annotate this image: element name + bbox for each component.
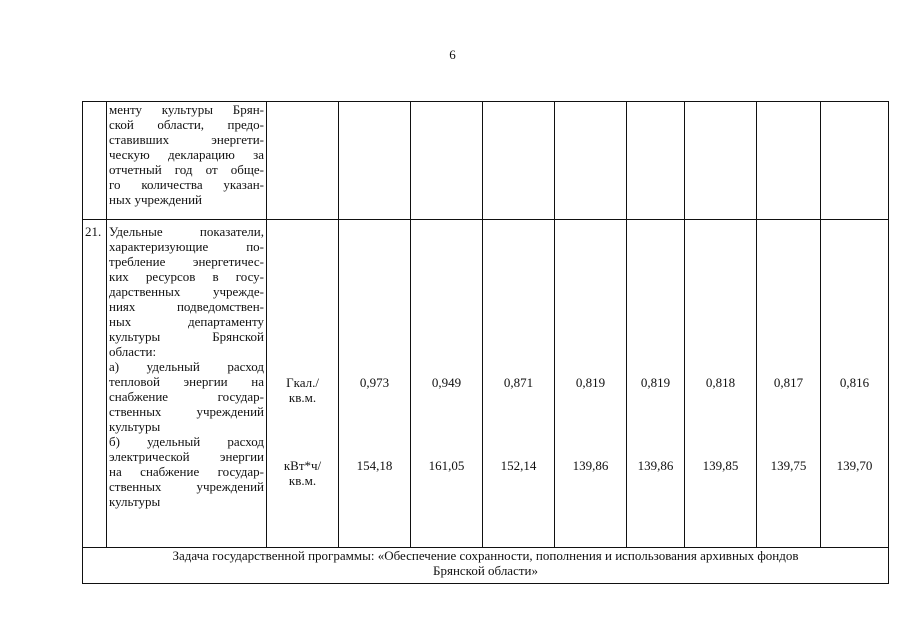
value-cell <box>339 102 411 220</box>
value-cell <box>339 220 411 548</box>
value-electric: 139,70 <box>836 458 873 473</box>
description-line: характеризующие по- <box>109 239 264 254</box>
table-row-21 <box>83 220 889 548</box>
value-cell <box>483 102 555 220</box>
item-b-line: б) удельный расход <box>109 434 264 449</box>
value-electric: 154,18 <box>356 458 393 473</box>
description-line: ных учреждений <box>109 192 202 207</box>
description-line: требление энергетичес- <box>109 254 264 269</box>
item-a-line: ственных учреждений <box>109 404 264 419</box>
item-a-line: снабжение государ- <box>109 389 264 404</box>
row-number-cell <box>83 102 107 220</box>
item-a-line: тепловой энергии на <box>109 374 264 389</box>
value-heat: 0,871 <box>503 375 534 390</box>
value-cell <box>627 220 685 548</box>
description-cell <box>107 220 267 548</box>
unit-heat <box>269 375 336 405</box>
value-electric: 139,75 <box>770 458 807 473</box>
description-line: ких ресурсов в госу- <box>109 269 264 284</box>
value-cell <box>757 102 821 220</box>
value-electric: 161,05 <box>428 458 465 473</box>
unit-electric <box>269 458 336 488</box>
description-line: ниях подведомствен- <box>109 299 264 314</box>
unit-electric-line2: кв.м. <box>288 473 317 488</box>
value-cell <box>627 102 685 220</box>
value-heat: 0,949 <box>431 375 462 390</box>
value-heat: 0,818 <box>705 375 736 390</box>
description-line: дарственных учрежде- <box>109 284 264 299</box>
item-a-line: а) удельный расход <box>109 359 264 374</box>
unit-cell <box>267 220 339 548</box>
description-line: го количества указан- <box>109 177 264 192</box>
unit-heat-line1: Гкал./ <box>286 375 319 390</box>
description-line: области: <box>109 344 157 359</box>
table-row-continuation <box>83 102 889 220</box>
row-number-cell <box>83 220 107 548</box>
item-b-line: ственных учреждений <box>109 479 264 494</box>
task-line1: Задача государственной программы: «Обеспечение сохранности, пополнения и использования архивных фондов <box>172 548 799 563</box>
value-cell <box>757 220 821 548</box>
value-electric: 139,85 <box>702 458 739 473</box>
item-b-line: на снабжение государ- <box>109 464 264 479</box>
value-cell <box>685 220 757 548</box>
description-line: ставивших энергети- <box>109 132 264 147</box>
value-electric: 139,86 <box>572 458 609 473</box>
value-cell <box>555 102 627 220</box>
value-heat: 0,816 <box>839 375 870 390</box>
value-cell <box>411 220 483 548</box>
description-line: Удельные показатели, <box>109 224 264 239</box>
value-electric: 152,14 <box>500 458 537 473</box>
description-line: ческую декларацию за <box>109 147 264 162</box>
unit-cell <box>267 102 339 220</box>
value-cell <box>411 102 483 220</box>
indicator-table <box>82 101 889 584</box>
value-cell <box>821 220 889 548</box>
value-heat: 0,819 <box>575 375 606 390</box>
description-line: ской области, предо- <box>109 117 264 132</box>
description-line: отчетный год от обще- <box>109 162 264 177</box>
value-cell <box>821 102 889 220</box>
description-line: менту культуры Брян- <box>109 102 264 117</box>
value-cell <box>685 102 757 220</box>
value-heat: 0,817 <box>773 375 804 390</box>
unit-heat-line2: кв.м. <box>288 390 317 405</box>
task-cell <box>83 548 889 584</box>
item-b-line: электрической энергии <box>109 449 264 464</box>
value-cell <box>483 220 555 548</box>
value-electric: 139,86 <box>637 458 674 473</box>
item-a-line: культуры <box>109 419 161 434</box>
row-number: 21. <box>85 224 102 239</box>
unit-electric-line1: кВт*ч/ <box>283 458 322 473</box>
description-line: ных департаменту <box>109 314 264 329</box>
task-line2: Брянской области» <box>433 563 538 578</box>
page-number: 6 <box>449 47 456 62</box>
table-row-task <box>83 548 889 584</box>
value-heat: 0,973 <box>359 375 390 390</box>
description-cell <box>107 102 267 220</box>
description-line: культуры Брянской <box>109 329 264 344</box>
value-heat: 0,819 <box>640 375 671 390</box>
value-cell <box>555 220 627 548</box>
item-b-line: культуры <box>109 494 161 509</box>
